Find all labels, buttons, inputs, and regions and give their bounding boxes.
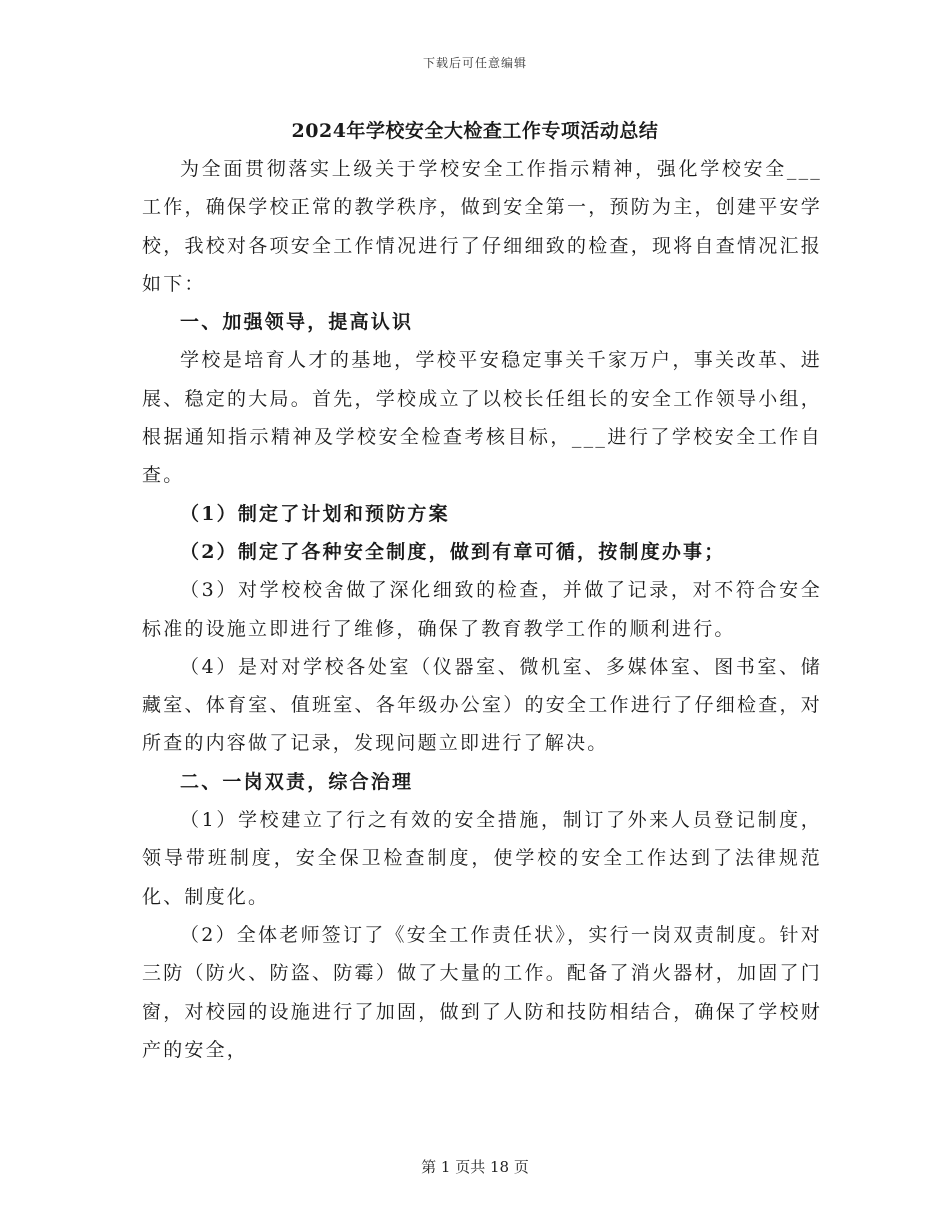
section-heading-responsibility: 二、一岗双责，综合治理 <box>180 770 414 793</box>
body-paragraph: 学校是培育人才的基地，学校平安稳定事关千家万户，事关改革、进展、稳定的大局。首先，学校成立了以校长任组长的安全工作领导小组，根据通知指示精神及学校安全检查考核目标，___进行了学校安全工作自查。 <box>142 349 822 487</box>
list-item-inspection: （3）对学校校舍做了深化细致的检查，并做了记录，对不符合安全标准的设施立即进行了维修，确保了教育教学工作的顺利进行。 <box>142 579 822 640</box>
page-number: 第 1 页共 18 页 <box>421 1158 529 1176</box>
list-item-plan: （1）制定了计划和预防方案 <box>180 502 450 525</box>
document-body <box>142 150 822 1069</box>
list-item-offices: （4）是对对学校各处室（仪器室、微机室、多媒体室、图书室、储藏室、体育室、值班室、各年级办公室）的安全工作进行了仔细检查，对所查的内容做了记录，发现问题立即进行了解决。 <box>142 655 822 755</box>
intro-paragraph: 为全面贯彻落实上级关于学校安全工作指示精神，强化学校安全___工作，确保学校正常的教学秩序，做到安全第一，预防为主，创建平安学校，我校对各项安全工作情况进行了仔细细致的检查，现将自查情况汇报如下： <box>142 158 822 295</box>
document-title: 2024年学校安全大检查工作专项活动总结 <box>291 120 659 142</box>
list-item-teachers: （2）全体老师签订了《安全工作责任状》，实行一岗双责制度。针对三防（防火、防盗、防霉）做了大量的工作。配备了消火器材，加固了门窗，对校园的设施进行了加固，做到了人防和技防相结合，确保了学校财产的安全， <box>142 923 822 1061</box>
header-note: 下载后可任意编辑 <box>422 56 527 70</box>
list-item-rules: （2）制定了各种安全制度，做到有章可循，按制度办事； <box>180 540 726 563</box>
list-item-measures: （1）学校建立了行之有效的安全措施，制订了外来人员登记制度，领导带班制度，安全保卫检查制度，使学校的安全工作达到了法律规范化、制度化。 <box>142 809 822 908</box>
section-heading-leadership: 一、加强领导，提高认识 <box>180 311 414 334</box>
